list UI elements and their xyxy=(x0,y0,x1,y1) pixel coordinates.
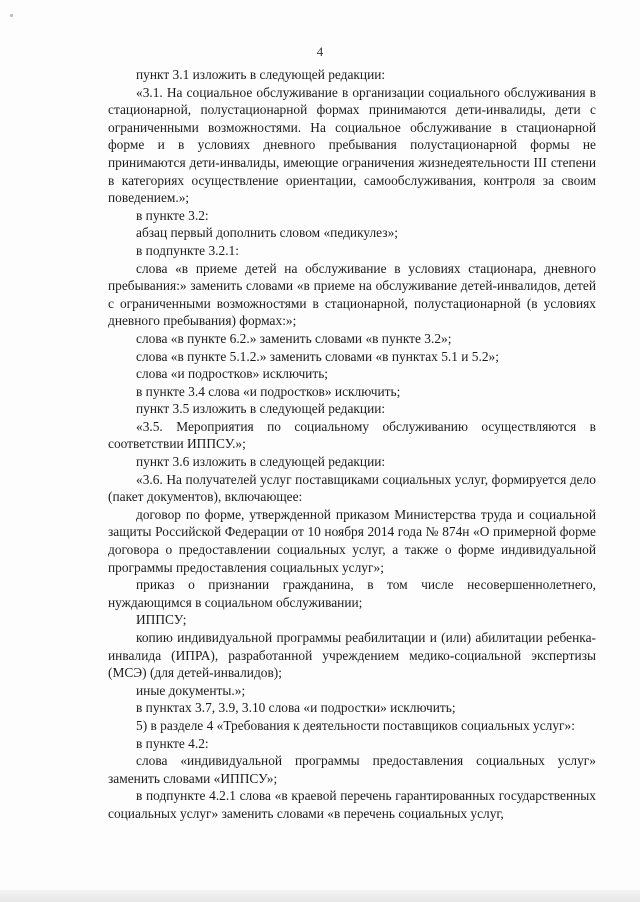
paragraph: в подпункте 3.2.1: xyxy=(136,242,239,258)
paragraph: слова «индивидуальной программы предоставления социальных услуг» заменить словами «ИППСУ»; xyxy=(108,753,596,786)
paragraph: слова «в пункте 6.2.» заменить словами «в пункте 3.2»; xyxy=(136,330,452,346)
page-number: 4 xyxy=(316,44,324,59)
scan-bottom-edge xyxy=(0,890,640,902)
paragraph: пункт 3.6 изложить в следующей редакции: xyxy=(136,454,386,470)
paragraph: копию индивидуальной программы реабилитации и (или) абилитации ребенка-инвалида (ИПРА), разработанной учреждением медико-социальной экспертизы (МСЭ) (для детей-инвалидов); xyxy=(108,630,596,681)
paragraph: слова «в приеме детей на обслуживание в условиях стационара, дневного пребывания:» заменить словами «в приеме на обслуживание детей-инвалидов, детей с ограниченными возможностями в стационарной, полустационарной (в условиях дневного пребывания) формах:»; xyxy=(108,260,596,329)
paragraph: в пункте 3.2: xyxy=(136,207,209,223)
paragraph: ИППСУ; xyxy=(136,612,187,628)
paragraph: пункт 3.1 изложить в следующей редакции: xyxy=(136,67,386,82)
paragraph: в пунктах 3.7, 3.9, 3.10 слова «и подростки» исключить; xyxy=(136,700,456,716)
document-body xyxy=(108,66,596,823)
paragraph: в подпункте 4.2.1 слова «в краевой перечень гарантированных государственных социальных услуг» заменить словами «в перечень социальных услуг, xyxy=(108,788,596,821)
paragraph: договор по форме, утвержденной приказом Министерства труда и социальной защиты Российской Федерации от 10 ноября 2014 года № 874н «О примерной форме договора о предоставлении социальных услуг, а также о форме индивидуальной программы предоставления социальных услуг»; xyxy=(108,506,596,575)
paragraph: «3.1. На социальное обслуживание в организации социального обслуживания в стационарной, полустационарной формах принимаются дети-инвалиды, дети с ограниченными возможностями. На социальное обслуживание в стационарной форме и в условиях дневного пребывания полустационарной формы не принимаются дети-инвалиды, имеющие ограничения жизнедеятельности III степени в категориях осуществление ориентации, самообслуживания, контроля за своим поведением.»; xyxy=(108,84,596,206)
paragraph: 5) в разделе 4 «Требования к деятельности поставщиков социальных услуг»: xyxy=(136,717,575,733)
paragraph: слова «и подростков» исключить; xyxy=(136,366,329,382)
paragraph: иные документы.»; xyxy=(136,682,246,698)
paragraph: приказ о признании гражданина, в том числе несовершеннолетнего, нуждающимся в социальном обслуживании; xyxy=(108,577,596,610)
paragraph: пункт 3.5 изложить в следующей редакции: xyxy=(136,401,386,417)
paragraph: абзац первый дополнить словом «педикулез»; xyxy=(136,225,398,241)
scan-speck xyxy=(10,14,13,17)
paragraph: «3.6. На получателей услуг поставщиками социальных услуг, формируется дело (пакет документов), включающее: xyxy=(108,471,596,505)
paragraph: в пункте 3.4 слова «и подростков» исключить; xyxy=(136,383,401,399)
paragraph: в пункте 4.2: xyxy=(136,735,209,751)
paragraph: слова «в пункте 5.1.2.» заменить словами «в пунктах 5.1 и 5.2»; xyxy=(136,348,499,364)
paragraph: «3.5. Мероприятия по социальному обслуживанию осуществляются в соответствии ИППСУ.»; xyxy=(108,418,596,452)
